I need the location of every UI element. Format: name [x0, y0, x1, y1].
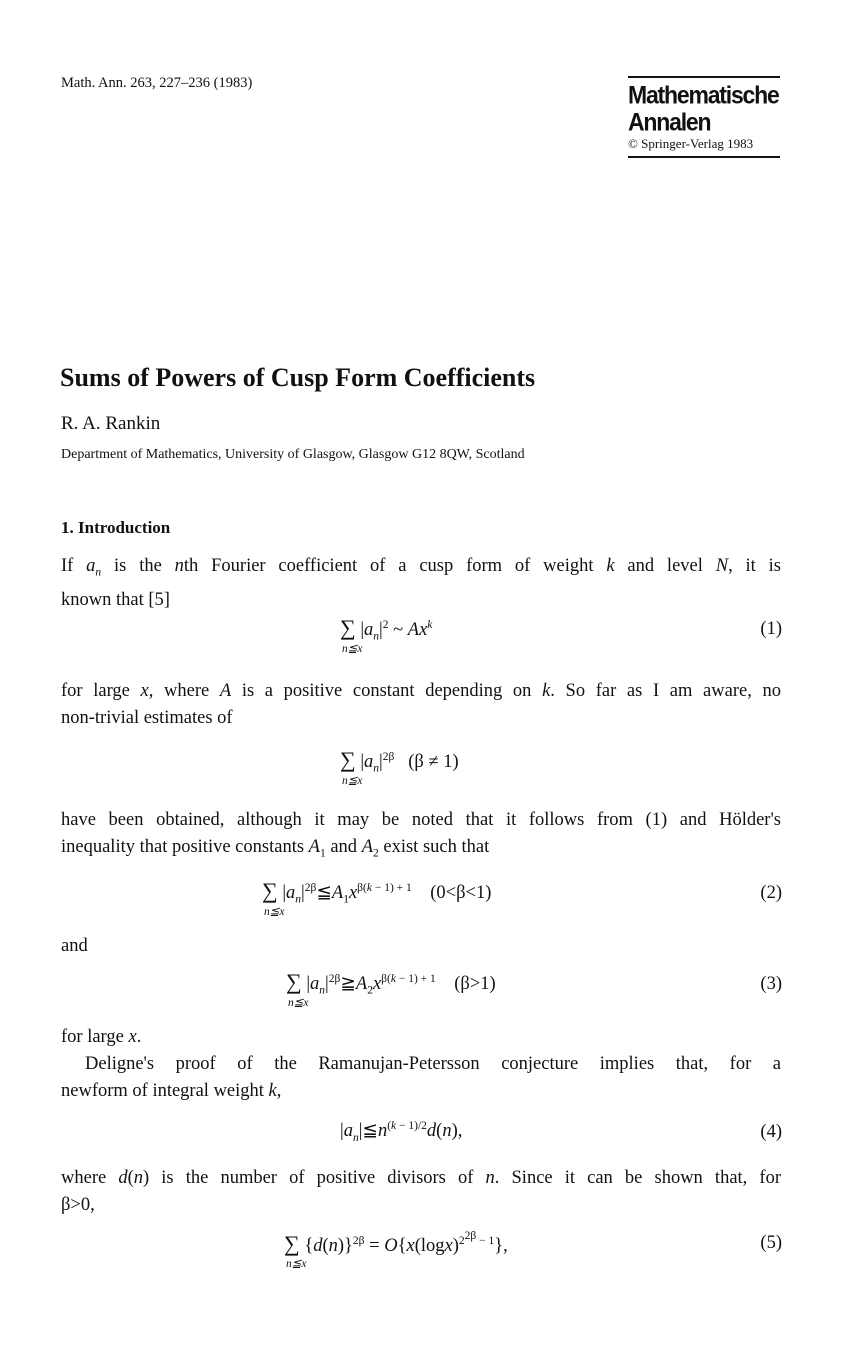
equation-2-range: n≦x [264, 906, 285, 918]
journal-rule-top [628, 76, 780, 78]
paragraph-3-line-1: have been obtained, although it may be noted that it follows from (1) and Hölder's [61, 810, 781, 830]
equation-2-number: (2) [760, 883, 782, 903]
equation-4-number: (4) [760, 1122, 782, 1142]
equation-unnumbered-condition: (β ≠ 1) [408, 752, 459, 772]
paragraph-2-line-2: non-trivial estimates of [61, 708, 233, 728]
equation-unnumbered-range: n≦x [342, 775, 363, 787]
equation-3: ∑ $|a_n|^{2\beta}≧A_2x^{\beta(k - 1) + 1}$ (β>1) n≦x [286, 969, 496, 1009]
paragraph-5 [61, 1165, 781, 1219]
paragraph-2-line-1: for large x, where A is a positive constant depending on k. So far as I am aware, no [61, 681, 781, 701]
article-title: Sums of Powers of Cusp Form Coefficients [60, 363, 536, 392]
journal-name [628, 82, 779, 136]
paragraph-4-line-2: Deligne's proof of the Ramanujan-Petersson conjecture implies that, for a [85, 1054, 781, 1074]
paragraph-5-line-1: where d(n) is the number of positive divisors of n. Since it can be shown that, for [61, 1168, 781, 1188]
paragraph-3-line-2: inequality that positive constants $A_1$ and $A_2$ exist such that [61, 837, 490, 860]
affiliation: Department of Mathematics, University of Glasgow, Glasgow G12 8QW, Scotland [61, 447, 525, 462]
section-heading: 1. Introduction [61, 518, 171, 537]
paragraph-1 [61, 553, 781, 614]
journal-rule-bottom [628, 156, 780, 158]
equation-2: ∑ $|a_n|^{2\beta}≦A_1x^{\beta(k - 1) + 1}$ (0<β<1) n≦x [262, 878, 492, 918]
and-text: and [61, 936, 88, 956]
journal-name-line2: Annalen [628, 107, 711, 136]
paragraph-1-line-2: known that [5] [61, 589, 170, 610]
equation-1-range: n≦x [342, 643, 363, 655]
equation-5-number: (5) [760, 1233, 782, 1253]
equation-3-number: (3) [760, 974, 782, 994]
paragraph-5-line-2: β>0, [61, 1195, 95, 1215]
equation-2-condition: (0<β<1) [430, 883, 492, 903]
equation-1-number: (1) [760, 619, 782, 639]
paragraph-4-line-3: newform of integral weight k, [61, 1081, 282, 1101]
equation-5: ∑ $\{d(n)\}^{2\beta} = O\{x(\log x)^{2^{2\beta} - 1}\}$, n≦x [284, 1230, 508, 1270]
paragraph-4 [61, 1024, 781, 1105]
paragraph-4-line-1: for large x. [61, 1027, 142, 1047]
equation-3-range: n≦x [288, 997, 309, 1009]
author: R. A. Rankin [61, 413, 161, 434]
equation-3-condition: (β>1) [454, 974, 496, 994]
paragraph-and [61, 933, 781, 960]
copyright: © Springer-Verlag 1983 [628, 136, 754, 151]
equation-4: $|a_n|≦n^{(k - 1)/2}d(n)$, [340, 1120, 463, 1144]
citation: Math. Ann. 263, 227–236 (1983) [61, 75, 253, 91]
journal-name-line1: Mathematische [628, 80, 779, 109]
equation-unnumbered: ∑ $|a_n|^{2\beta}$ (β ≠ 1) n≦x [340, 747, 459, 787]
paragraph-3 [61, 807, 781, 868]
paragraph-1-line-1: If $a_n$ is the nth Fourier coefficient of a cusp form of weight k and level N, it is [61, 556, 781, 579]
equation-1: ∑ $|a_n|^2$ ~ Ax$^k$ n≦x [340, 615, 433, 655]
paragraph-2 [61, 678, 781, 732]
equation-5-range: n≦x [286, 1258, 307, 1270]
